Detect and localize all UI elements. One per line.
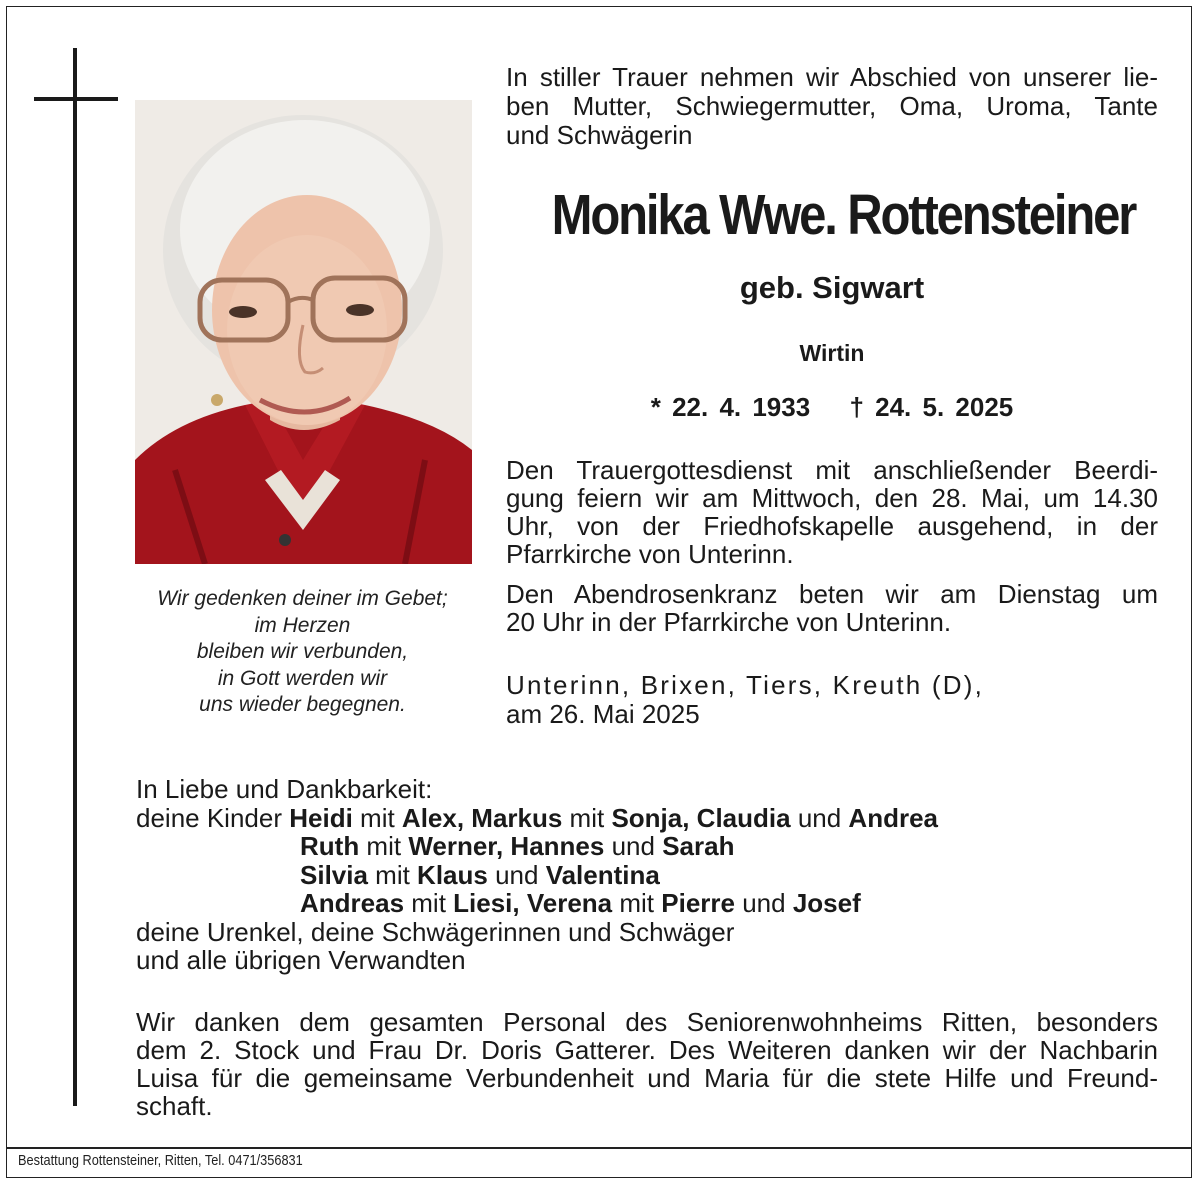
thanks-line: dem 2. Stock und Frau Dr. Doris Gatterer. Des Weiteren danken wir der Nachbarin xyxy=(136,1035,1158,1065)
family-others-line: und alle übrigen Verwandten xyxy=(136,945,466,975)
connector-text: und xyxy=(487,859,546,890)
family-heading: In Liebe und Dankbarkeit: xyxy=(136,774,433,804)
rosary-line: 20 Uhr in der Pfarrkirche von Unterinn. xyxy=(506,607,952,637)
connector-text: mit xyxy=(352,802,402,833)
deceased-name: Monika Wwe. Rottensteiner xyxy=(551,183,1136,247)
maiden-name: geb. Sigwart xyxy=(739,270,925,305)
family-list xyxy=(136,775,1158,975)
thanks-line: Luisa für die gemeinsame Verbundenheit und Maria für die stete Hilfe und Freund- xyxy=(136,1063,1158,1093)
footer-divider xyxy=(6,1147,1192,1149)
rosary-line: Den Abendrosenkranz beten wir am Dienstag um xyxy=(506,579,1158,609)
family-children-line-2 xyxy=(136,832,1158,861)
connector-text: und xyxy=(734,888,793,918)
connector-text: und xyxy=(790,802,849,833)
verse-line: Wir gedenken deiner im Gebet; xyxy=(157,587,448,610)
relative-name: Josef xyxy=(792,888,861,918)
relative-name: Ruth xyxy=(300,831,360,861)
intro-line: In stiller Trauer nehmen wir Abschied von unserer lie- xyxy=(506,62,1158,92)
intro-line: ben Mutter, Schwiegermutter, Oma, Uroma, Tante xyxy=(506,91,1158,121)
funeral-service-text xyxy=(506,456,1158,568)
verse-line: uns wieder begegnen. xyxy=(199,693,406,716)
thanks-text xyxy=(136,1008,1158,1120)
verse-line: in Gott werden wir xyxy=(217,666,388,690)
verse-line: bleiben wir verbunden, xyxy=(196,640,409,663)
service-line: Den Trauergottesdienst mit anschließender Beerdi- xyxy=(506,455,1158,485)
relative-name: Andrea xyxy=(848,802,938,833)
relative-name: Sarah xyxy=(662,831,735,861)
family-children-line-4 xyxy=(136,889,1158,918)
relative-name: Andreas xyxy=(300,888,405,918)
connector-text: mit xyxy=(367,859,418,890)
date-line: am 26. Mai 2025 xyxy=(506,699,700,729)
connector-text: mit xyxy=(612,888,662,918)
rosary-text xyxy=(506,580,1158,636)
relative-name: Liesi, Verena xyxy=(453,888,613,918)
family-others-line: deine Urenkel, deine Schwägerinnen und Schwäger xyxy=(136,916,735,947)
relative-name: Silvia xyxy=(300,859,368,890)
connector-text: mit xyxy=(562,802,612,833)
life-dates xyxy=(506,392,1158,423)
relative-name: Alex, Markus xyxy=(401,802,563,833)
relative-name: Pierre xyxy=(661,888,735,918)
portrait-illustration xyxy=(135,100,472,564)
place-line: Unterinn, Brixen, Tiers, Kreuth (D), xyxy=(506,670,984,700)
intro-text xyxy=(506,63,1158,150)
thanks-line: schaft. xyxy=(136,1091,213,1121)
relative-name: Klaus xyxy=(417,859,488,890)
funeral-home-footer: Bestattung Rottensteiner, Ritten, Tel. 0471/356831 xyxy=(18,1152,303,1169)
memorial-verse xyxy=(130,586,475,719)
thanks-line: Wir danken dem gesamten Personal des Seniorenwohnheims Ritten, besonders xyxy=(136,1007,1158,1037)
service-line: Uhr, von der Friedhofskapelle ausgehend, in der xyxy=(506,511,1158,541)
place-and-date xyxy=(506,671,1158,729)
service-line: gung feiern wir am Mittwoch, den 28. Mai, um 14.30 xyxy=(506,483,1158,513)
connector-text: mit xyxy=(359,831,409,861)
connector-text: mit xyxy=(404,888,454,918)
relative-name: Sonja, Claudia xyxy=(611,802,791,833)
verse-line: im Herzen xyxy=(254,613,351,637)
children-prefix: deine Kinder xyxy=(136,802,290,833)
connector-text: und xyxy=(604,831,663,861)
relative-name: Heidi xyxy=(289,802,353,833)
cross-vertical-bar xyxy=(73,48,77,1106)
service-line: Pfarrkirche von Unterinn. xyxy=(506,539,794,569)
family-children-line-1 xyxy=(136,804,1158,833)
portrait-photo xyxy=(135,100,472,564)
occupation: Wirtin xyxy=(799,340,865,366)
cross-horizontal-bar xyxy=(34,97,118,101)
intro-line: und Schwägerin xyxy=(506,120,693,150)
death-date: † 24. 5. 2025 xyxy=(849,392,1014,422)
family-children-line-3 xyxy=(136,861,1158,890)
relative-name: Valentina xyxy=(545,859,660,890)
birth-date: * 22. 4. 1933 xyxy=(650,392,811,422)
relative-name: Werner, Hannes xyxy=(408,831,605,861)
